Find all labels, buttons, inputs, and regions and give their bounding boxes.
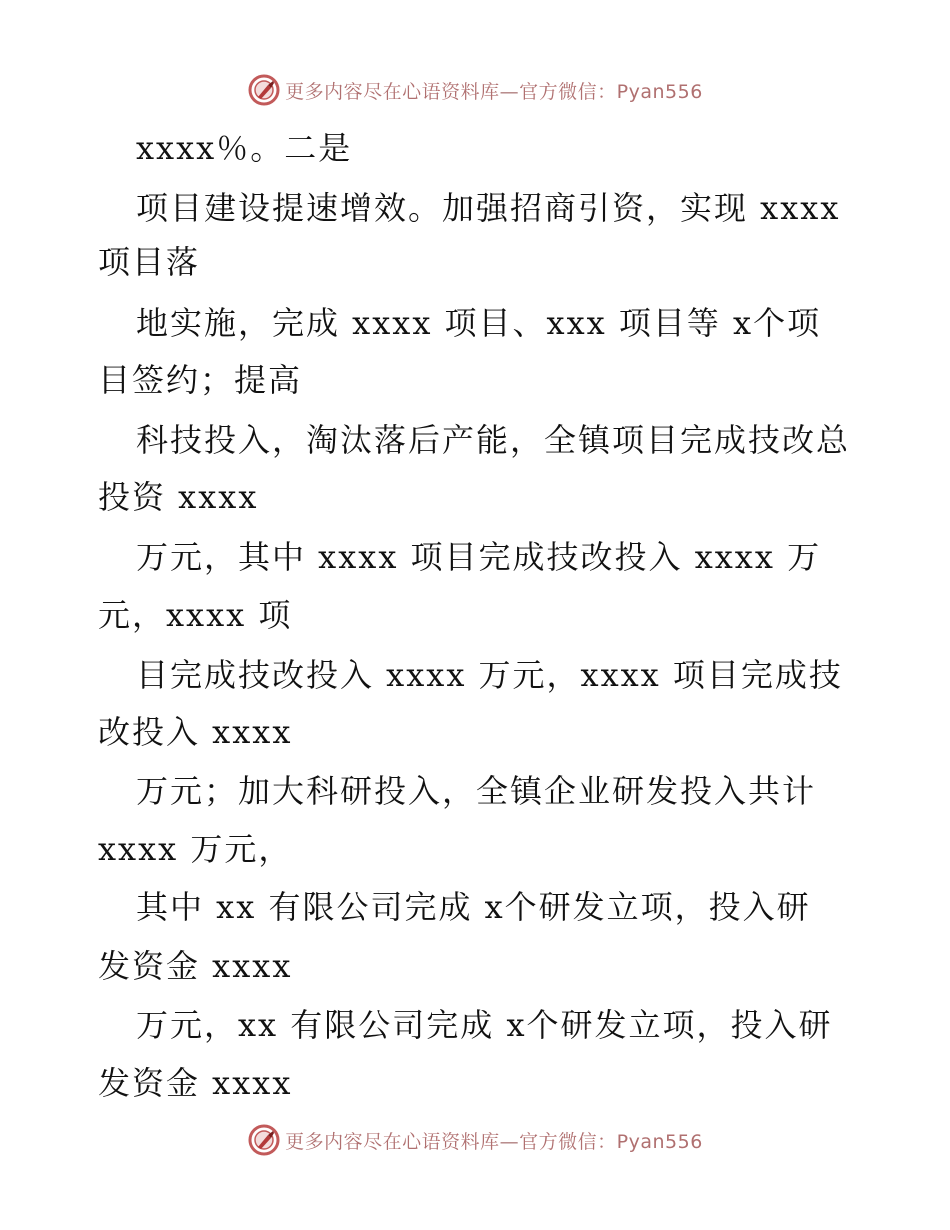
text-line: 改投入 xxxx [98, 713, 293, 751]
text-line: 项目落 [98, 243, 201, 281]
text-line: 万元，xx 有限公司完成 x个研发立项，投入研 [136, 1006, 833, 1044]
text-line: xxxx 万元， [98, 830, 293, 868]
text-line: xxxx％。二是 [136, 129, 353, 167]
text-line: 投资 xxxx [98, 478, 259, 516]
text-line: 万元；加大科研投入，全镇企业研发投入共计 [136, 772, 817, 810]
text-line: 科技投入，淘汰落后产能，全镇项目完成技改总 [136, 421, 851, 459]
watermark-text: 更多内容尽在心语资料库—官方微信：Pyan556 [285, 1130, 703, 1153]
pen-nib-circle-icon [247, 73, 281, 107]
header-watermark [0, 70, 950, 110]
text-line: 其中 xx 有限公司完成 x个研发立项，投入研 [136, 888, 811, 926]
text-line: 元，xxxx 项 [98, 596, 293, 634]
text-line: 项目建设提速增效。加强招商引资，实现 xxxx [136, 189, 841, 227]
text-line: 万元，其中 xxxx 项目完成技改投入 xxxx 万 [136, 538, 822, 576]
text-line: 目签约；提高 [98, 361, 303, 399]
watermark-text: 更多内容尽在心语资料库—官方微信：Pyan556 [285, 80, 703, 103]
pen-nib-circle-icon [247, 1123, 281, 1157]
text-line: 发资金 xxxx [98, 1064, 293, 1102]
text-line: 目完成技改投入 xxxx 万元，xxxx 项目完成技 [136, 656, 843, 694]
footer-watermark [0, 1120, 950, 1160]
text-line: 地实施，完成 xxxx 项目、xxx 项目等 x个项 [136, 304, 822, 342]
text-line: 发资金 xxxx [98, 947, 293, 985]
